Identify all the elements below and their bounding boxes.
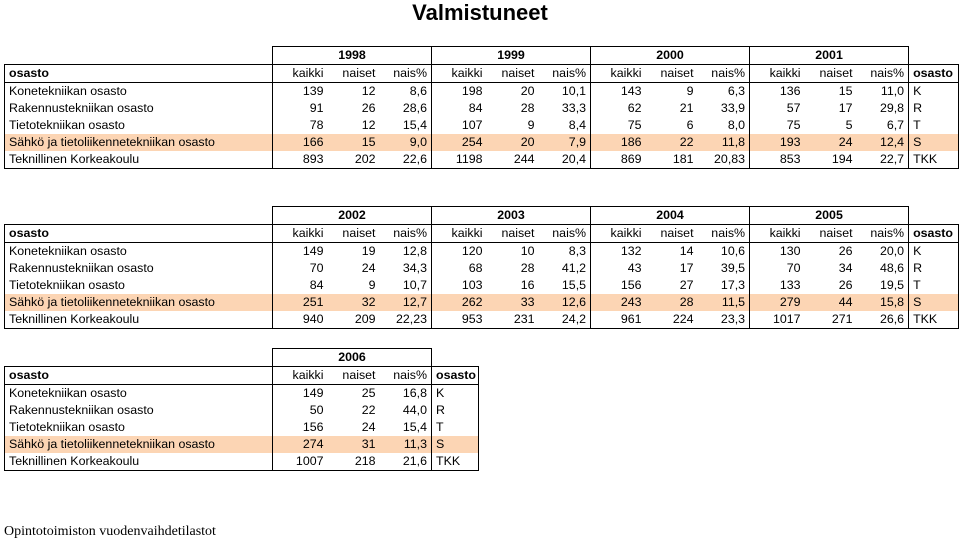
- data-cell: 11,3: [380, 436, 432, 453]
- table-row: [5, 277, 959, 294]
- data-cell: 274: [273, 436, 328, 453]
- data-cell: 15,4: [402, 420, 428, 434]
- data-cell: 9: [368, 278, 376, 292]
- department-code: S: [909, 134, 959, 151]
- year-header: 1998: [273, 47, 432, 65]
- data-cell: 10: [520, 244, 535, 258]
- data-cell: 19,5: [879, 278, 905, 292]
- data-cell: 17,3: [720, 278, 746, 292]
- data-cell: 940: [273, 311, 328, 329]
- data-cell: 11,8: [698, 134, 750, 151]
- data-cell: 6: [686, 118, 694, 132]
- data-cell: 9,0: [380, 134, 432, 151]
- data-cell: 17: [679, 261, 694, 275]
- data-cell: 26: [838, 244, 853, 258]
- department-code: S: [432, 436, 479, 453]
- data-cell: 133: [750, 277, 805, 294]
- data-cell: 15: [838, 84, 853, 98]
- data-cell: 57: [750, 100, 805, 117]
- data-cell: 24: [361, 261, 376, 275]
- column-header-naiset: naiset: [328, 367, 380, 385]
- year-row-spacer: [432, 349, 479, 367]
- data-cell: 6,3: [727, 84, 746, 98]
- data-cell: 22,6: [380, 151, 432, 169]
- department-code: T: [909, 277, 959, 294]
- data-cell: 869: [591, 151, 646, 169]
- department-code: K: [909, 83, 959, 101]
- column-header-kaikki: kaikki: [273, 65, 328, 83]
- table-row: [5, 260, 959, 277]
- data-cell: 33,9: [720, 101, 746, 115]
- data-cell: 224: [646, 311, 698, 329]
- column-header-kaikki: kaikki: [591, 65, 646, 83]
- data-cell: 15,4: [402, 118, 428, 132]
- table-row: [5, 385, 479, 403]
- data-cell: 70: [273, 260, 328, 277]
- data-cell: 11,5: [698, 294, 750, 311]
- table-row: [5, 436, 479, 453]
- data-cell: 254: [432, 134, 487, 151]
- department-code: T: [909, 117, 959, 134]
- column-header-naiset: naiset: [646, 65, 698, 83]
- data-cell: 12: [361, 84, 376, 98]
- data-cell: 893: [273, 151, 328, 169]
- data-cell: 15: [328, 134, 380, 151]
- data-cell: 22: [646, 134, 698, 151]
- data-cell: 62: [591, 100, 646, 117]
- data-cell: 44: [805, 294, 857, 311]
- column-header-osasto-code: osasto: [909, 65, 959, 83]
- table-row: [5, 402, 479, 419]
- department-name: Konetekniikan osasto: [5, 83, 273, 101]
- department-code: K: [909, 243, 959, 261]
- data-cell: 33,3: [561, 101, 587, 115]
- data-cell: 70: [750, 260, 805, 277]
- department-code: T: [432, 419, 479, 436]
- table-row: [5, 453, 479, 471]
- department-name: Tietotekniikan osasto: [5, 419, 273, 436]
- graduates-table-2006: [4, 348, 479, 471]
- data-cell: 1007: [273, 453, 328, 471]
- column-header-nais-pct: nais%: [539, 225, 591, 243]
- data-cell: 5: [845, 118, 853, 132]
- data-cell: 6,7: [886, 118, 905, 132]
- data-cell: 31: [328, 436, 380, 453]
- data-cell: 32: [328, 294, 380, 311]
- data-cell: 156: [591, 277, 646, 294]
- data-cell: 218: [328, 453, 380, 471]
- table-row: [5, 151, 959, 169]
- data-cell: 44,0: [402, 403, 428, 417]
- column-header-kaikki: kaikki: [750, 65, 805, 83]
- data-cell: 12,4: [857, 134, 909, 151]
- data-cell: 186: [591, 134, 646, 151]
- department-code: R: [909, 260, 959, 277]
- year-row-spacer: [5, 207, 273, 225]
- data-cell: 48,6: [879, 261, 905, 275]
- column-header-nais-pct: nais%: [857, 65, 909, 83]
- data-cell: 75: [591, 117, 646, 134]
- data-cell: 20: [520, 84, 535, 98]
- year-header: 2000: [591, 47, 750, 65]
- table-row: [5, 83, 959, 101]
- data-cell: 26: [361, 101, 376, 115]
- column-header-naiset: naiset: [805, 65, 857, 83]
- column-header-naiset: naiset: [487, 225, 539, 243]
- data-cell: 107: [432, 117, 487, 134]
- data-cell: 130: [750, 243, 805, 261]
- year-row-spacer: [909, 207, 959, 225]
- data-cell: 16: [520, 278, 535, 292]
- table-row: [5, 311, 959, 329]
- data-cell: 21,6: [380, 453, 432, 471]
- data-cell: 12: [361, 118, 376, 132]
- data-cell: 231: [487, 311, 539, 329]
- column-header-osasto: osasto: [5, 367, 273, 385]
- table-row: [5, 117, 959, 134]
- column-header-kaikki: kaikki: [432, 65, 487, 83]
- data-cell: 78: [273, 117, 328, 134]
- column-header-kaikki: kaikki: [273, 225, 328, 243]
- data-cell: 19: [361, 244, 376, 258]
- column-header-kaikki: kaikki: [432, 225, 487, 243]
- year-header: 2006: [273, 349, 432, 367]
- data-cell: 194: [805, 151, 857, 169]
- data-cell: 8,3: [568, 244, 587, 258]
- department-code: TKK: [909, 311, 959, 329]
- department-code: K: [432, 385, 479, 403]
- column-header-nais-pct: nais%: [857, 225, 909, 243]
- data-cell: 21: [679, 101, 694, 115]
- data-cell: 28,6: [402, 101, 428, 115]
- data-cell: 12,7: [380, 294, 432, 311]
- column-header-nais-pct: nais%: [698, 225, 750, 243]
- data-cell: 149: [273, 243, 328, 261]
- column-header-nais-pct: nais%: [380, 367, 432, 385]
- department-code: R: [909, 100, 959, 117]
- data-cell: 17: [838, 101, 853, 115]
- data-cell: 8,6: [409, 84, 428, 98]
- data-cell: 68: [432, 260, 487, 277]
- data-cell: 39,5: [720, 261, 746, 275]
- department-name: Teknillinen Korkeakoulu: [5, 453, 273, 471]
- data-cell: 10,7: [402, 278, 428, 292]
- data-cell: 25: [361, 386, 376, 400]
- data-cell: 243: [591, 294, 646, 311]
- column-header-osasto-code: osasto: [432, 367, 479, 385]
- table-row: [5, 419, 479, 436]
- column-header-naiset: naiset: [805, 225, 857, 243]
- data-cell: 11,0: [880, 84, 905, 98]
- data-cell: 262: [432, 294, 487, 311]
- department-name: Rakennustekniikan osasto: [5, 402, 273, 419]
- department-name: Rakennustekniikan osasto: [5, 260, 273, 277]
- department-code: S: [909, 294, 959, 311]
- table-row: [5, 294, 959, 311]
- year-row-spacer: [5, 47, 273, 65]
- data-cell: 33: [487, 294, 539, 311]
- data-cell: 853: [750, 151, 805, 169]
- department-name: Sähkö ja tietoliikennetekniikan osasto: [5, 134, 273, 151]
- data-cell: 156: [273, 419, 328, 436]
- data-cell: 27: [679, 278, 694, 292]
- year-row-spacer: [909, 47, 959, 65]
- column-header-osasto: osasto: [5, 65, 273, 83]
- data-cell: 20,83: [698, 151, 750, 169]
- data-cell: 20: [487, 134, 539, 151]
- data-cell: 10,6: [720, 244, 746, 258]
- data-cell: 961: [591, 311, 646, 329]
- department-name: Konetekniikan osasto: [5, 243, 273, 261]
- column-header-nais-pct: nais%: [380, 225, 432, 243]
- data-cell: 14: [679, 244, 694, 258]
- data-cell: 198: [432, 83, 487, 101]
- data-cell: 251: [273, 294, 328, 311]
- column-header-naiset: naiset: [646, 225, 698, 243]
- data-cell: 34: [838, 261, 853, 275]
- column-header-kaikki: kaikki: [273, 367, 328, 385]
- table-row: [5, 134, 959, 151]
- year-header: 2005: [750, 207, 909, 225]
- data-cell: 8,4: [568, 118, 587, 132]
- column-header-nais-pct: nais%: [539, 65, 591, 83]
- year-header: 2004: [591, 207, 750, 225]
- data-cell: 244: [487, 151, 539, 169]
- data-cell: 1017: [750, 311, 805, 329]
- graduates-table-1998-2001: [4, 46, 959, 169]
- data-cell: 29,8: [879, 101, 905, 115]
- data-cell: 12,6: [539, 294, 591, 311]
- data-cell: 7,9: [539, 134, 591, 151]
- table-row: [5, 243, 959, 261]
- data-cell: 193: [750, 134, 805, 151]
- column-header-osasto-code: osasto: [909, 225, 959, 243]
- data-cell: 84: [432, 100, 487, 117]
- data-cell: 16,8: [402, 386, 428, 400]
- data-cell: 91: [273, 100, 328, 117]
- data-cell: 23,3: [698, 311, 750, 329]
- data-cell: 139: [273, 83, 328, 101]
- graduates-table-2002-2005: [4, 206, 959, 329]
- department-name: Konetekniikan osasto: [5, 385, 273, 403]
- data-cell: 43: [591, 260, 646, 277]
- data-cell: 22,23: [380, 311, 432, 329]
- data-cell: 24: [361, 420, 376, 434]
- column-header-nais-pct: nais%: [698, 65, 750, 83]
- column-header-naiset: naiset: [328, 65, 380, 83]
- table-row: [5, 100, 959, 117]
- department-name: Sähkö ja tietoliikennetekniikan osasto: [5, 436, 273, 453]
- data-cell: 166: [273, 134, 328, 151]
- data-cell: 271: [805, 311, 857, 329]
- footer-note: Opintotoimiston vuodenvaihdetilastot: [4, 524, 216, 539]
- data-cell: 149: [273, 385, 328, 403]
- data-cell: 26: [838, 278, 853, 292]
- data-cell: 103: [432, 277, 487, 294]
- year-header: 2002: [273, 207, 432, 225]
- year-header: 2003: [432, 207, 591, 225]
- data-cell: 15,5: [561, 278, 587, 292]
- data-cell: 28: [520, 261, 535, 275]
- column-header-naiset: naiset: [487, 65, 539, 83]
- column-header-kaikki: kaikki: [750, 225, 805, 243]
- data-cell: 28: [520, 101, 535, 115]
- data-cell: 9: [527, 118, 535, 132]
- department-name: Teknillinen Korkeakoulu: [5, 151, 273, 169]
- data-cell: 143: [591, 83, 646, 101]
- column-header-kaikki: kaikki: [591, 225, 646, 243]
- data-cell: 136: [750, 83, 805, 101]
- data-cell: 22: [361, 403, 376, 417]
- year-header: 2001: [750, 47, 909, 65]
- data-cell: 279: [750, 294, 805, 311]
- data-cell: 10,1: [561, 84, 587, 98]
- data-cell: 9: [686, 84, 694, 98]
- data-cell: 26,6: [857, 311, 909, 329]
- data-cell: 22,7: [857, 151, 909, 169]
- department-name: Tietotekniikan osasto: [5, 277, 273, 294]
- department-name: Tietotekniikan osasto: [5, 117, 273, 134]
- data-cell: 202: [328, 151, 380, 169]
- data-cell: 28: [646, 294, 698, 311]
- data-cell: 50: [273, 402, 328, 419]
- column-header-naiset: naiset: [328, 225, 380, 243]
- department-name: Rakennustekniikan osasto: [5, 100, 273, 117]
- data-cell: 20,4: [539, 151, 591, 169]
- department-code: R: [432, 402, 479, 419]
- data-cell: 41,2: [561, 261, 587, 275]
- data-cell: 75: [750, 117, 805, 134]
- department-code: TKK: [432, 453, 479, 471]
- data-cell: 120: [432, 243, 487, 261]
- page-title: Valmistuneet: [412, 0, 548, 25]
- data-cell: 1198: [432, 151, 487, 169]
- data-cell: 132: [591, 243, 646, 261]
- data-cell: 24: [805, 134, 857, 151]
- year-row-spacer: [5, 349, 273, 367]
- data-cell: 15,8: [857, 294, 909, 311]
- data-cell: 181: [646, 151, 698, 169]
- data-cell: 34,3: [402, 261, 428, 275]
- data-cell: 209: [328, 311, 380, 329]
- column-header-osasto: osasto: [5, 225, 273, 243]
- data-cell: 953: [432, 311, 487, 329]
- data-cell: 8,0: [727, 118, 746, 132]
- year-header: 1999: [432, 47, 591, 65]
- data-cell: 24,2: [539, 311, 591, 329]
- column-header-nais-pct: nais%: [380, 65, 432, 83]
- data-cell: 20,0: [879, 244, 905, 258]
- department-code: TKK: [909, 151, 959, 169]
- data-cell: 84: [273, 277, 328, 294]
- data-cell: 12,8: [402, 244, 428, 258]
- department-name: Teknillinen Korkeakoulu: [5, 311, 273, 329]
- department-name: Sähkö ja tietoliikennetekniikan osasto: [5, 294, 273, 311]
